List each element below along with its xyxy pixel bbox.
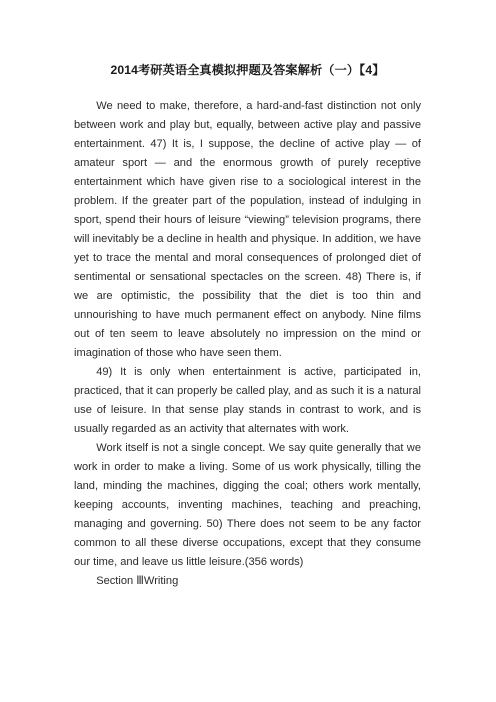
document-title: 2014考研英语全真模拟押题及答案解析（一）【4】 [110,63,385,77]
paragraph-3: Work itself is not a single concept. We say quite generally that we work in order to make a living. Some of us work physically, tilling the land, minding the machines, digging the coal; others work mentally, keeping accounts, inventing machines, teaching and preaching, managing and governing. 50) There does not seem to be any factor common to all these diverse occupations, except that they consume our time, and leave us little leisure.(356 words) [74,442,421,568]
paragraph-2: 49) It is only when entertainment is active, participated in, practiced, that it can properly be called play, and as such it is a natural use of leisure. In that sense play stands in contrast to work, and is usually regarded as an activity that alternates with work. [74,366,421,435]
paragraph-1: We need to make, therefore, a hard-and-fast distinction not only between work and play but, equally, between active play and passive entertainment. 47) It is, I suppose, the decline of active play — of amateur sport — and the enormous growth of purely receptive entertainment which have given rise to a sociological interest in the problem. If the greater part of the population, instead of indulging in sport, spend their hours of leisure “viewing” television programs, there will inevitably be a decline in health and physique. In addition, we have yet to trace the mental and moral consequences of prolonged diet of sentimental or sensational spectacles on the screen. 48) There is, if we are optimistic, the possibility that the diet is too thin and unnourishing to have much permanent effect on anybody. Nine films out of ten seem to leave absolutely no impression on the mind or imagination of those who have seen them. [74,100,421,359]
section-heading: Section ⅢWriting [96,575,179,587]
document-page [74,62,421,591]
